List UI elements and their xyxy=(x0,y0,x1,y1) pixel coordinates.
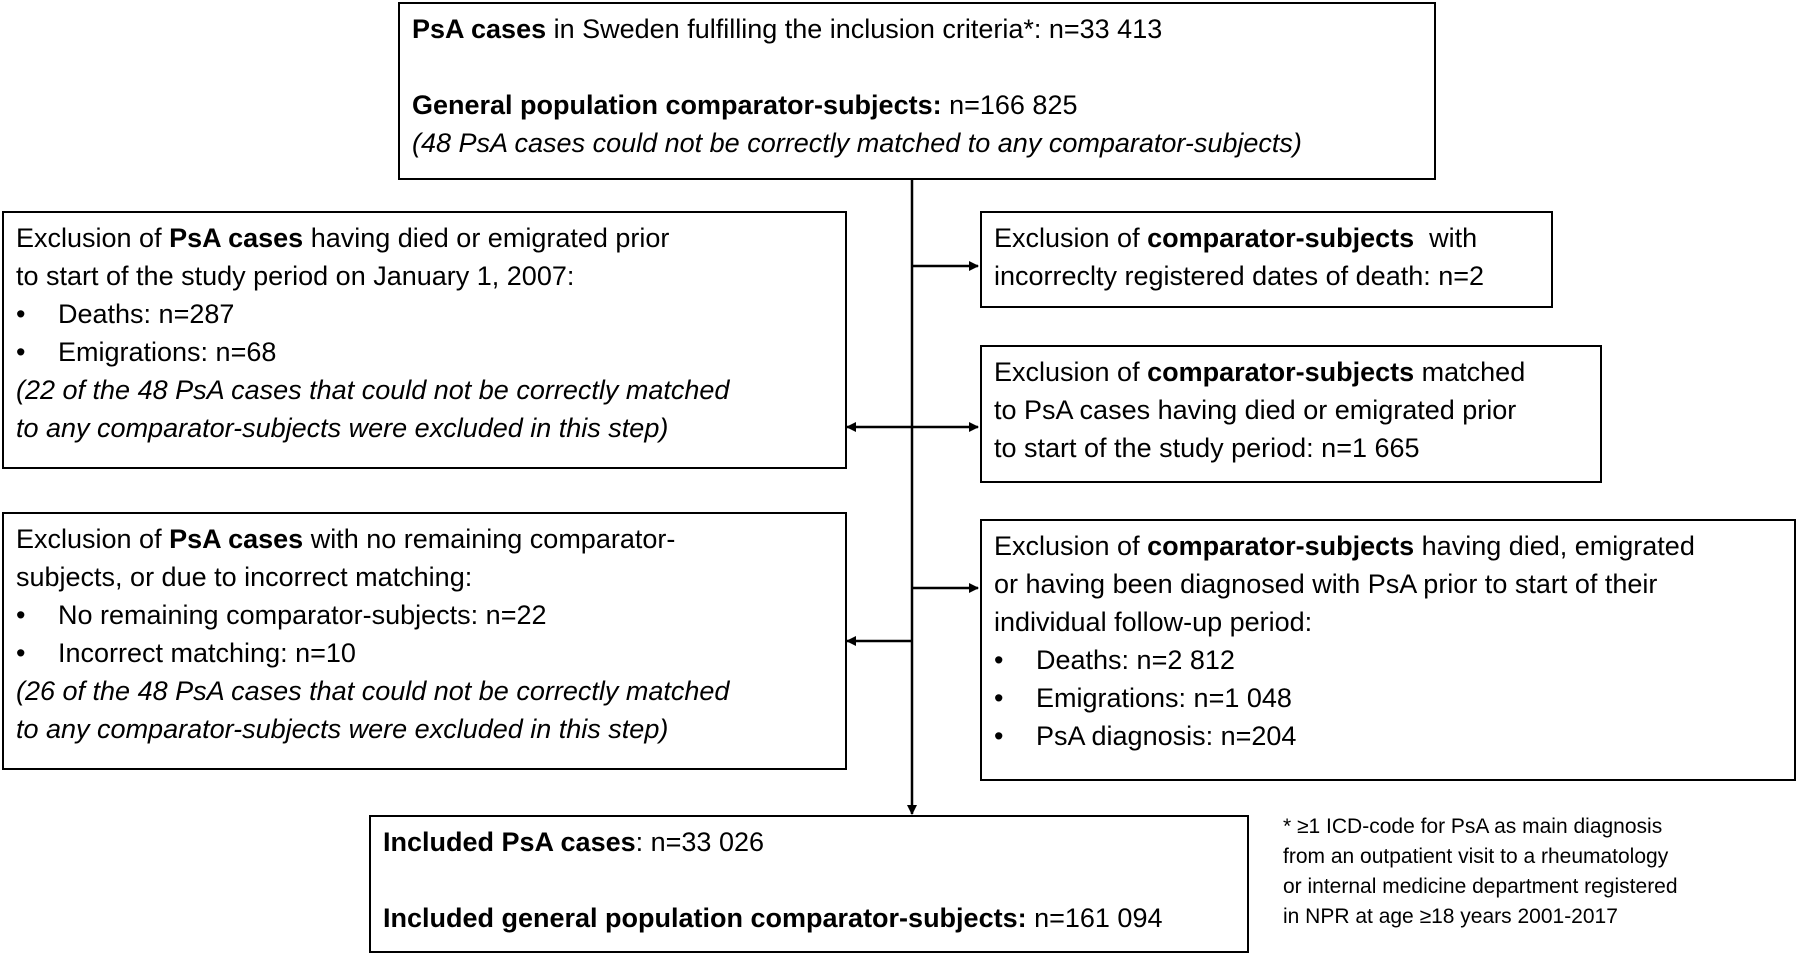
inclusion-box xyxy=(398,2,1436,180)
included-box xyxy=(369,815,1249,953)
comparator-line: General population comparator-subjects: n=166 825 xyxy=(412,90,1078,120)
comparator-exclusion-box-2: Exclusion of comparator-subjects matched to PsA cases having died or emigrated prior to start of the study period: n=1 665 xyxy=(980,345,1602,483)
psa-cases-line: PsA cases in Sweden fulfilling the inclusion criteria*: n=33 413 xyxy=(412,14,1163,44)
list-item: • Deaths: n=2 812 xyxy=(994,645,1235,675)
footnote: * ≥1 ICD-code for PsA as main diagnosis from an outpatient visit to a rheumatology or internal medicine department registered in NPR at age ≥18 years 2001-2017 xyxy=(1283,815,1678,928)
list-item: • Deaths: n=287 xyxy=(16,299,235,329)
included-comparator-line: Included general population comparator-subjects: n=161 094 xyxy=(383,903,1163,933)
psa-exclusion-box-1: Exclusion of PsA cases having died or emigrated prior to start of the study period on January 1, 2007: • Deaths: n=287 • Emigrations: n=68 (22 of the 48 PsA cases that could not be correctly matched to any comparator-subjects were excluded in this step) xyxy=(2,211,847,469)
included-psa-line: Included PsA cases: n=33 026 xyxy=(383,827,764,857)
comparator-exclusion-box-1: Exclusion of comparator-subjects with incorreclty registered dates of death: n=2 xyxy=(980,211,1553,308)
list-item: • Emigrations: n=68 xyxy=(16,337,277,367)
list-item: • Incorrect matching: n=10 xyxy=(16,638,356,668)
list-item: • Emigrations: n=1 048 xyxy=(994,683,1292,713)
unmatched-note: (48 PsA cases could not be correctly matched to any comparator-subjects) xyxy=(412,128,1302,158)
comparator-exclusion-box-3: Exclusion of comparator-subjects having died, emigrated or having been diagnosed with PsA prior to start of their individual follow-up period: • Deaths: n=2 812 • Emigrations: n=1 048 • PsA diagnosis: n=204 xyxy=(980,519,1796,781)
list-item: • No remaining comparator-subjects: n=22 xyxy=(16,600,547,630)
list-item: • PsA diagnosis: n=204 xyxy=(994,721,1297,751)
psa-exclusion-box-2: Exclusion of PsA cases with no remaining comparator- subjects, or due to incorrect matching: • No remaining comparator-subjects: n=22 • Incorrect matching: n=10 (26 of the 48 PsA cases that could not be correctly matched to any comparator-subjects were excluded in this step) xyxy=(2,512,847,770)
